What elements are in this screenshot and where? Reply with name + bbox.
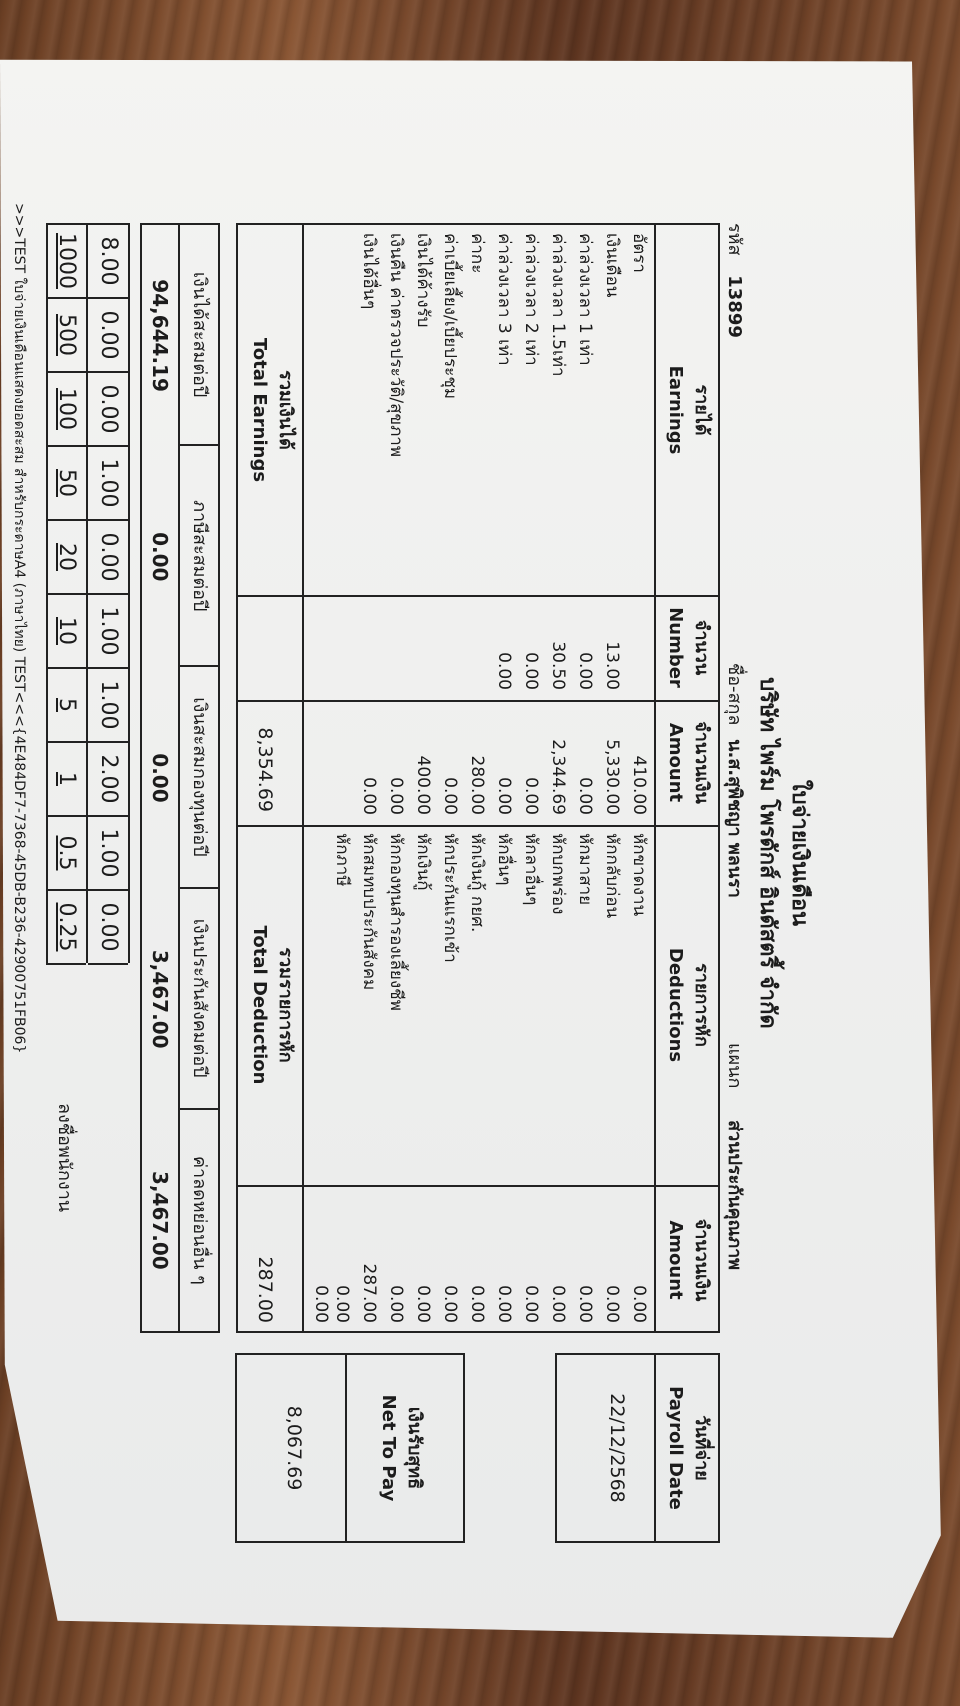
denomination-count: 0.00 — [88, 891, 128, 965]
employee-name: ชื่อ-สกุล น.ส.สุพิชญา พลนรา — [724, 663, 745, 898]
denomination-count: 0.00 — [88, 373, 128, 447]
denomination-note: 500 — [46, 299, 86, 373]
deductions-amount-header: จำนวนเงิน Amount — [665, 1218, 712, 1302]
payroll-date-label: วันที่จ่าย Payroll Date — [665, 1386, 712, 1510]
earnings-row-label: เงินเดือน — [602, 233, 622, 298]
payroll-date-value: 22/12/2568 — [606, 1393, 628, 1503]
denomination-note: 1 — [46, 743, 86, 817]
denomination-note: 0.25 — [46, 891, 86, 965]
denomination-note: 20 — [46, 521, 86, 595]
denomination-note: 0.5 — [46, 817, 86, 891]
deduction-row-amount: 0.00 — [575, 1285, 595, 1323]
earnings-row-label: เงินได้ค้างรับ — [413, 233, 433, 328]
denomination-grid — [46, 223, 130, 963]
deduction-row-label: หักขาดงาน — [629, 833, 649, 917]
ytd-label: ภาษีสะสมต่อปี — [180, 446, 218, 667]
deduction-row-amount: 287.00 — [359, 1263, 379, 1323]
deduction-extra-amount: 0.00 — [311, 1285, 331, 1323]
earnings-row-amount: 0.00 — [494, 777, 514, 815]
earnings-amount-header: จำนวนเงิน Amount — [665, 721, 712, 804]
deduction-row-amount: 0.00 — [494, 1285, 514, 1323]
deduction-row-amount: 0.00 — [467, 1285, 487, 1323]
earnings-row-number: 0.00 — [494, 652, 514, 690]
deduction-row-label: หักภาษี — [332, 833, 352, 887]
total-earnings-value: 8,354.69 — [254, 727, 276, 812]
ytd-value: 3,467.00 — [148, 949, 172, 1049]
earnings-row-number: 0.00 — [521, 652, 541, 690]
document-title: ใบจ่ายเงินเดือน — [787, 779, 812, 927]
employee-code: รหัส 13899 — [724, 223, 745, 338]
denomination-count: 1.00 — [88, 447, 128, 521]
deduction-row-label: หักบกพร่อง — [548, 833, 568, 915]
payroll-date-box — [555, 1353, 720, 1543]
deduction-row-label: หักเงินกู้ กยศ. — [467, 833, 487, 933]
ytd-label: เงินสะสมกองทุนต่อปี — [180, 667, 218, 888]
denomination-count: 1.00 — [88, 817, 128, 891]
deduction-row-amount: 0.00 — [332, 1285, 352, 1323]
deduction-row-amount: 0.00 — [413, 1285, 433, 1323]
total-deduction-value: 287.00 — [254, 1256, 276, 1323]
deduction-row-amount: 0.00 — [602, 1285, 622, 1323]
earnings-row-amount: 0.00 — [575, 777, 595, 815]
deduction-row-label: หักเงินกู้ — [413, 833, 433, 891]
ytd-value: 94,644.19 — [148, 279, 172, 392]
denomination-note: 1000 — [46, 225, 86, 299]
total-earnings-label: รวมเงินได้ Total Earnings — [249, 337, 296, 483]
deduction-row-label: หักสมทบประกันสังคม — [359, 833, 379, 991]
denomination-count: 1.00 — [88, 669, 128, 743]
denomination-count: 0.00 — [88, 299, 128, 373]
earnings-row-label: เงินคืน ค่าตรวจประวัติ/สุขภาพ — [386, 233, 406, 458]
deduction-row-label: หักกลับก่อน — [602, 833, 622, 919]
net-to-pay-value: 8,067.69 — [283, 1405, 305, 1491]
earnings-row-number: 0.00 — [575, 652, 595, 690]
denomination-count: 2.00 — [88, 743, 128, 817]
earnings-row-amount: 280.00 — [467, 755, 487, 815]
denomination-note: 10 — [46, 595, 86, 669]
earnings-header: รายได้ Earnings — [665, 365, 712, 455]
ytd-value: 0.00 — [148, 532, 172, 582]
ytd-label: เงินได้สะสมต่อปี — [180, 225, 218, 446]
earnings-row-label: ค่าล่วงเวลา 3 เท่า — [494, 233, 514, 366]
deduction-row-amount: 0.00 — [440, 1285, 460, 1323]
earnings-row-label: ค่าล่วงเวลา 1 เท่า — [575, 233, 595, 366]
deduction-row-amount: 0.00 — [386, 1285, 406, 1323]
deduction-row-label: หักลาอื่นๆ — [521, 833, 541, 906]
deduction-row-amount: 0.00 — [521, 1285, 541, 1323]
deduction-row-amount: 0.00 — [629, 1285, 649, 1323]
earnings-row-label: ค่าล่วงเวลา 2 เท่า — [521, 233, 541, 366]
net-to-pay-box — [235, 1353, 465, 1543]
denomination-count: 1.00 — [88, 595, 128, 669]
deduction-row-label: หักกองทุนสำรองเลี้ยงชีพ — [386, 833, 406, 1011]
deduction-row-amount: 0.00 — [548, 1285, 568, 1323]
earnings-row-number: 30.50 — [548, 641, 568, 690]
earnings-row-number: 13.00 — [602, 641, 622, 690]
earnings-deductions-table — [236, 223, 720, 1333]
earnings-row-label: ค่ากะ — [467, 233, 487, 274]
ytd-label: ค่าลดหย่อนอื่น ๆ — [189, 1155, 210, 1285]
deductions-header: รายการหัก Deductions — [665, 947, 712, 1063]
net-to-pay-label: เงินรับสุทธิ Net To Pay — [378, 1394, 425, 1502]
earnings-row-amount: 5,330.00 — [602, 739, 622, 815]
department: แผนก ส่วนประกันคุณภาพ — [724, 1043, 745, 1271]
deduction-row-label: หักมาสาย — [575, 833, 595, 906]
denomination-count: 8.00 — [88, 225, 128, 299]
earnings-row-amount: 0.00 — [386, 777, 406, 815]
footer-note: >>>TEST ใบจ่ายเงินเดือนแสดงยอดสะสม สำหรับกระดาษA4 (ภาษาไทย) TEST<<<{4E484DF7-7368-45DB-B236-42900751FB06} — [11, 203, 27, 1054]
earnings-row-label: ค่าล่วงเวลา 1.5เท่า — [548, 233, 568, 377]
earnings-row-amount: 0.00 — [440, 777, 460, 815]
denomination-count: 0.00 — [88, 521, 128, 595]
denomination-note: 50 — [46, 447, 86, 521]
earnings-row-amount: 0.00 — [521, 777, 541, 815]
number-header: จำนวน Number — [665, 607, 712, 688]
earnings-row-amount: 2,344.69 — [548, 739, 568, 815]
deduction-row-label: หักอื่นๆ — [494, 833, 514, 886]
company-name: บริษัท ไพร์ม โพรดักส์ อินดัสตรี้ จำกัด — [755, 677, 780, 1029]
earnings-row-amount: 400.00 — [413, 755, 433, 815]
denomination-note: 100 — [46, 373, 86, 447]
denomination-note: 5 — [46, 669, 86, 743]
earnings-row-label: ค่าเบี้ยเลี้ยง/เบี้ยประชุม — [440, 233, 460, 400]
total-deduction-label: รวมรายการหัก Total Deduction — [249, 925, 296, 1085]
ytd-value: 3,467.00 — [148, 1171, 172, 1270]
ytd-label: เงินประกันสังคมต่อปี — [180, 889, 218, 1110]
ytd-value: 0.00 — [148, 753, 172, 803]
earnings-row-label: เงินได้อื่นๆ — [359, 233, 379, 310]
earnings-row-label: อัตรา — [629, 233, 649, 273]
employee-signature-label: ลงชื่อพนักงาน — [54, 1103, 75, 1213]
payslip — [11, 103, 910, 1603]
ytd-table — [140, 223, 220, 1333]
earnings-row-amount: 410.00 — [629, 755, 649, 815]
earnings-row-amount: 0.00 — [359, 777, 379, 815]
deduction-row-label: หักประกันแรกเข้า — [440, 833, 460, 963]
